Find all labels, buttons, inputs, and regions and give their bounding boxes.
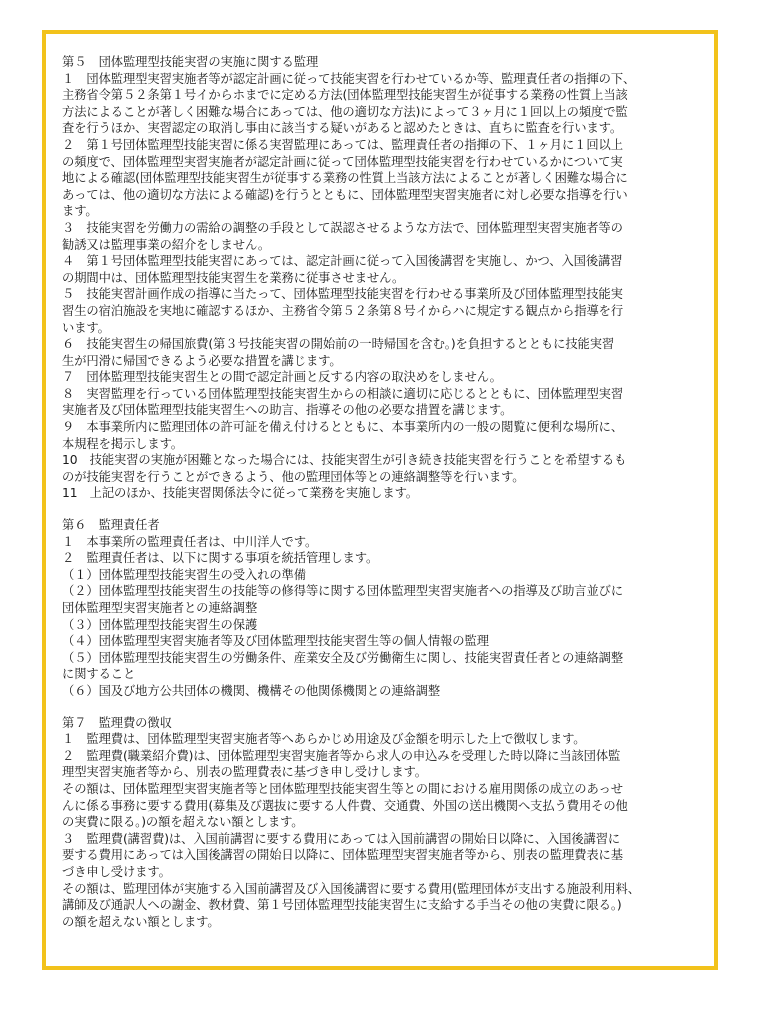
text-line: １ 団体監理型実習実施者等が認定計画に従って技能実習を行わせているか等、監理責任者の指揮の下、 — [62, 71, 636, 86]
text-line: ７ 団体監理型技能実習生との間で認定計画と反する内容の取決めをしません。 — [62, 370, 502, 385]
text-line: 習生の宿泊施設を実地に確認するほか、主務省令第５２条第８号イからハに規定する観点から指導を行 — [62, 303, 624, 318]
text-line: （２）団体監理型技能実習生の技能等の修得等に関する団体監理型実習実施者への指導及び助言並びに — [62, 584, 624, 599]
text-line: づき申し受けます。 — [62, 864, 171, 879]
text-line: のが技能実習を行うことができるよう、他の監理団体等との連絡調整等を行います。 — [62, 469, 525, 484]
text-line: 10 技能実習の実施が困難となった場合には、技能実習生が引き続き技能実習を行うことを希望するも — [62, 453, 627, 468]
text-line: （４）団体監理型実習実施者等及び団体監理型技能実習生等の個人情報の監理 — [62, 634, 489, 649]
section-5 — [62, 54, 700, 502]
text-line: ８ 実習監理を行っている団体監理型技能実習生からの相談に適切に応じるとともに、団体監理型実習 — [62, 386, 624, 401]
text-line: （５）団体監理型技能実習生の労働条件、産業安全及び労働衛生に関し、技能実習責任者との連絡調整 — [62, 650, 624, 665]
text-line: （６）国及び地方公共団体の機関、機構その他関係機関との連絡調整 — [62, 683, 441, 698]
text-line: んに係る事務に要する費用(募集及び選抜に要する人件費、交通費、外国の送出機関へ支払う費用その他 — [62, 798, 628, 813]
text-line: ます。 — [62, 204, 98, 219]
text-line: 団体監理型実習実施者との連絡調整 — [62, 601, 258, 615]
text-line: 実施者及び団体監理型技能実習生への助言、指導その他の必要な措置を講じます。 — [62, 403, 513, 418]
text-line: １ 監理費は、団体監理型実習実施者等へあらかじめ用途及び金額を明示した上で徴収します。 — [62, 732, 586, 747]
document-frame — [42, 30, 718, 970]
text-line: 理型実習実施者等から、別表の監理費表に基づき申し受けします。 — [62, 765, 427, 780]
text-line: ３ 技能実習を労働力の需給の調整の手段として誤認させるような方法で、団体監理型実習実施者等の — [62, 220, 623, 235]
text-line: 勧誘又は監理事業の紹介をしません。 — [62, 237, 271, 252]
section-7 — [62, 715, 700, 931]
text-line: の頻度で、団体監理型実習実施者が認定計画に従って団体監理型技能実習を行わせているかについて実 — [62, 154, 623, 169]
text-line: （１）団体監理型技能実習生の受入れの準備 — [62, 567, 306, 582]
text-line: ６ 技能実習生の帰国旅費(第３号技能実習の開始前の一時帰国を含む。)を負担するとともに技能実習 — [62, 337, 615, 352]
text-line: ４ 第１号団体監理型技能実習にあっては、認定計画に従って入国後講習を実施し、かつ、入国後講習 — [62, 254, 623, 269]
text-line: 11 上記のほか、技能実習関係法令に従って業務を実施します。 — [62, 486, 418, 501]
text-line: （３）団体監理型技能実習生の保護 — [62, 617, 258, 632]
text-line: 生が円滑に帰国できるよう必要な措置を講じます。 — [62, 353, 342, 368]
text-line: ９ 本事業所内に監理団体の許可証を備え付けるとともに、本事業所内の一般の閲覧に便利な場所に、 — [62, 420, 624, 435]
text-line: 査を行うほか、実習認定の取消し事由に該当する疑いがあると認めたときは、直ちに監査を行います。 — [62, 121, 623, 136]
text-line: の額を超えない額とします。 — [62, 914, 220, 929]
text-line: の期間中は、団体監理型技能実習生を業務に従事させません。 — [62, 270, 405, 285]
text-line: 主務省令第５２条第１号イからホまでに定める方法(団体監理型技能実習生が従事する業務の性質上当該 — [62, 88, 628, 103]
text-line: 地による確認(団体監理型技能実習生が従事する業務の性質上当該方法によることが著しく困難な場合に — [62, 171, 628, 186]
section-title: 第７ 監理費の徴収 — [62, 715, 172, 730]
text-line: 方法によることが著しく困難な場合にあっては、他の適切な方法)によって３ヶ月に１回以上の頻度で監 — [62, 104, 628, 119]
text-line: 講師及び通訳人への謝金、教材費、第１号団体監理型技能実習生に支給する手当その他の実費に限る。) — [62, 898, 622, 913]
section-title: 第５ 団体監理型技能実習の実施に関する監理 — [62, 55, 319, 69]
text-line: 本規程を掲示します。 — [62, 436, 183, 451]
section-6 — [62, 517, 700, 700]
text-line: ２ 監理責任者は、以下に関する事項を統括管理します。 — [62, 551, 379, 566]
text-line: １ 本事業所の監理責任者は、中川洋人です。 — [62, 534, 318, 549]
text-line: います。 — [62, 320, 110, 335]
text-line: ２ 監理費(職業紹介費)は、団体監理型実習実施者等から求人の申込みを受理した時以降に当該団体監 — [62, 748, 621, 763]
section-title: 第６ 監理責任者 — [62, 518, 160, 533]
text-line: の実費に限る。)の額を超えない額とします。 — [62, 815, 304, 830]
text-line: その額は、団体監理型実習実施者等と団体監理型技能実習生等との間における雇用関係の成立のあっせ — [62, 781, 623, 796]
text-line: あっては、他の適切な方法による確認)を行うとともに、団体監理型実習実施者に対し必要な指導を行い — [62, 187, 628, 202]
text-line: 要する費用にあっては入国後講習の開始日以降に、団体監理型実習実施者等から、別表の監理費表に基 — [62, 848, 623, 863]
text-line: その額は、監理団体が実施する入国前講習及び入国後講習に要する費用(監理団体が支出する施設利用料、 — [62, 881, 640, 896]
text-line: ２ 第１号団体監理型技能実習に係る実習監理にあっては、監理責任者の指揮の下、１ヶ月に１回以上 — [62, 137, 623, 152]
text-line: ３ 監理費(講習費)は、入国前講習に要する費用にあっては入国前講習の開始日以降に、入国後講習に — [62, 831, 621, 846]
text-line: ５ 技能実習計画作成の指導に当たって、団体監理型技能実習を行わせる事業所及び団体監理型技能実 — [62, 287, 623, 302]
text-line: に関すること — [62, 667, 136, 682]
